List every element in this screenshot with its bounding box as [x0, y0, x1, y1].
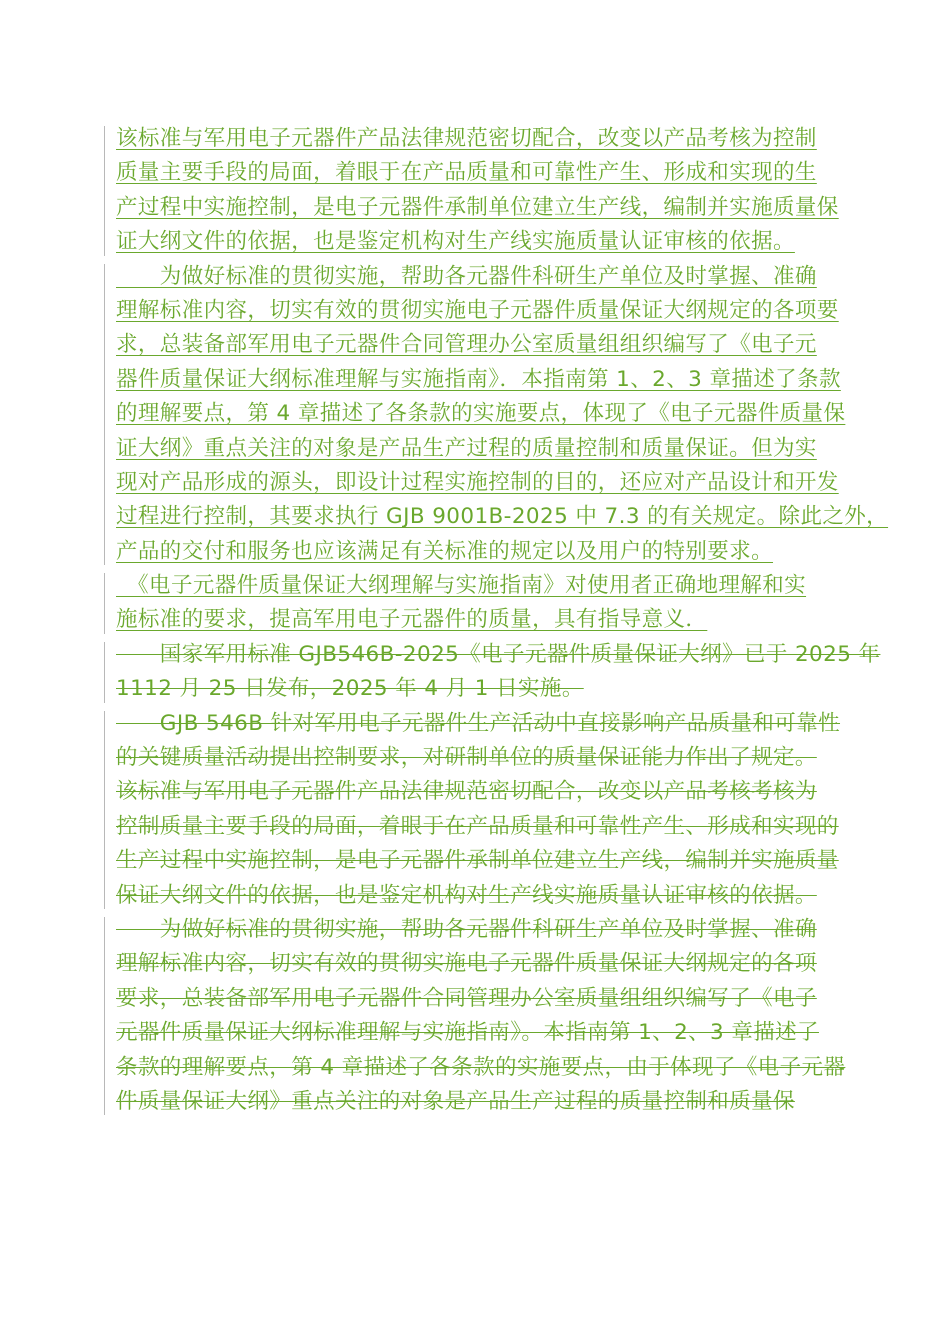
text-line: 证大纲文件的依据，也是鉴定机构对生产线实施质量认证审核的依据。	[116, 229, 795, 255]
text-line: 施标准的要求，提高军用电子元器件的质量，具有指导意义．	[116, 607, 708, 633]
text-line: 的关键质量活动提出控制要求，对研制单位的质量保证能力作出了规定。	[116, 745, 817, 771]
deleted-paragraph	[116, 913, 851, 1119]
inserted-paragraph	[116, 122, 851, 260]
text-line: 保证大纲文件的依据，也是鉴定机构对生产线实施质量认证审核的依据。	[116, 882, 817, 908]
inserted-paragraph	[116, 569, 851, 638]
change-bar	[104, 642, 105, 703]
text-line: 《电子元器件质量保证大纲理解与实施指南》对使用者正确地理解和实	[116, 573, 807, 599]
text-line: 1112 月 25 日发布，2025 年 4 月 1 日实施。	[116, 676, 584, 702]
text-line: 该标准与军用电子元器件产品法律规范密切配合，改变以产品考核考核为	[116, 779, 817, 805]
text-line: 该标准与军用电子元器件产品法律规范密切配合，改变以产品考核为控制	[116, 126, 817, 151]
change-bar	[104, 264, 105, 566]
change-bar	[104, 573, 105, 634]
change-bar	[104, 711, 105, 909]
change-bar	[104, 126, 105, 256]
text-line: 过程进行控制，其要求执行 GJB 9001B-2025 中 7.3 的有关规定。除此之外，	[116, 504, 889, 530]
text-line: 条款的理解要点，第 4 章描述了各条款的实施要点，由于体现了《电子元器	[116, 1054, 846, 1080]
text-line: 的理解要点，第 4 章描述了各条款的实施要点，体现了《电子元器件质量保	[116, 401, 846, 427]
text-line: GJB 546B 针对军用电子元器件生产活动中直接影响产品质量和可靠性	[116, 710, 841, 736]
text-line: 现对产品形成的源头，即设计过程实施控制的目的，还应对产品设计和开发	[116, 469, 839, 495]
text-line: 元器件质量保证大纲标准理解与实施指南》。本指南第 1、2、3 章描述了	[116, 1020, 819, 1046]
text-line: 要求，总装备部军用电子元器件合同管理办公室质量组组织编写了《电子	[116, 985, 817, 1011]
text-line: 生产过程中实施控制，是电子元器件承制单位建立生产线，编制并实施质量	[116, 848, 839, 874]
text-line: 质量主要手段的局面，着眼于在产品质量和可靠性产生、形成和实现的生	[116, 160, 817, 186]
text-line: 控制质量主要手段的局面，着眼于在产品质量和可靠性产生、形成和实现的	[116, 813, 839, 839]
text-line: 理解标准内容，切实有效的贯彻实施电子元器件质量保证大纲规定的各项要	[116, 297, 839, 323]
inserted-paragraph	[116, 260, 889, 570]
text-line: 证大纲》重点关注的对象是产品生产过程的质量控制和质量保证。但为实	[116, 435, 817, 461]
text-line: 产品的交付和服务也应该满足有关标准的规定以及用户的特别要求。	[116, 538, 774, 564]
change-bar	[104, 917, 105, 1115]
text-line: 理解标准内容，切实有效的贯彻实施电子元器件质量保证大纲规定的各项	[116, 951, 817, 977]
text-line: 产过程中实施控制，是电子元器件承制单位建立生产线，编制并实施质量保	[116, 194, 839, 220]
text-line: 为做好标准的贯彻实施，帮助各元器件科研生产单位及时掌握、准确	[116, 916, 817, 942]
text-line: 器件质量保证大纲标准理解与实施指南》．本指南第 1、2、3 章描述了条款	[116, 366, 841, 392]
text-line: 求，总装备部军用电子元器件合同管理办公室质量组组织编写了《电子元	[116, 332, 817, 358]
text-line: 为做好标准的贯彻实施，帮助各元器件科研生产单位及时掌握、准确	[116, 263, 817, 289]
document-body	[116, 122, 889, 1119]
text-line: 国家军用标准 GJB546B-2025《电子元器件质量保证大纲》已于 2025 年	[116, 641, 881, 667]
deleted-paragraph	[116, 638, 881, 707]
deleted-paragraph	[116, 707, 851, 913]
text-line: 件质量保证大纲》重点关注的对象是产品生产过程的质量控制和质量保	[116, 1088, 795, 1114]
